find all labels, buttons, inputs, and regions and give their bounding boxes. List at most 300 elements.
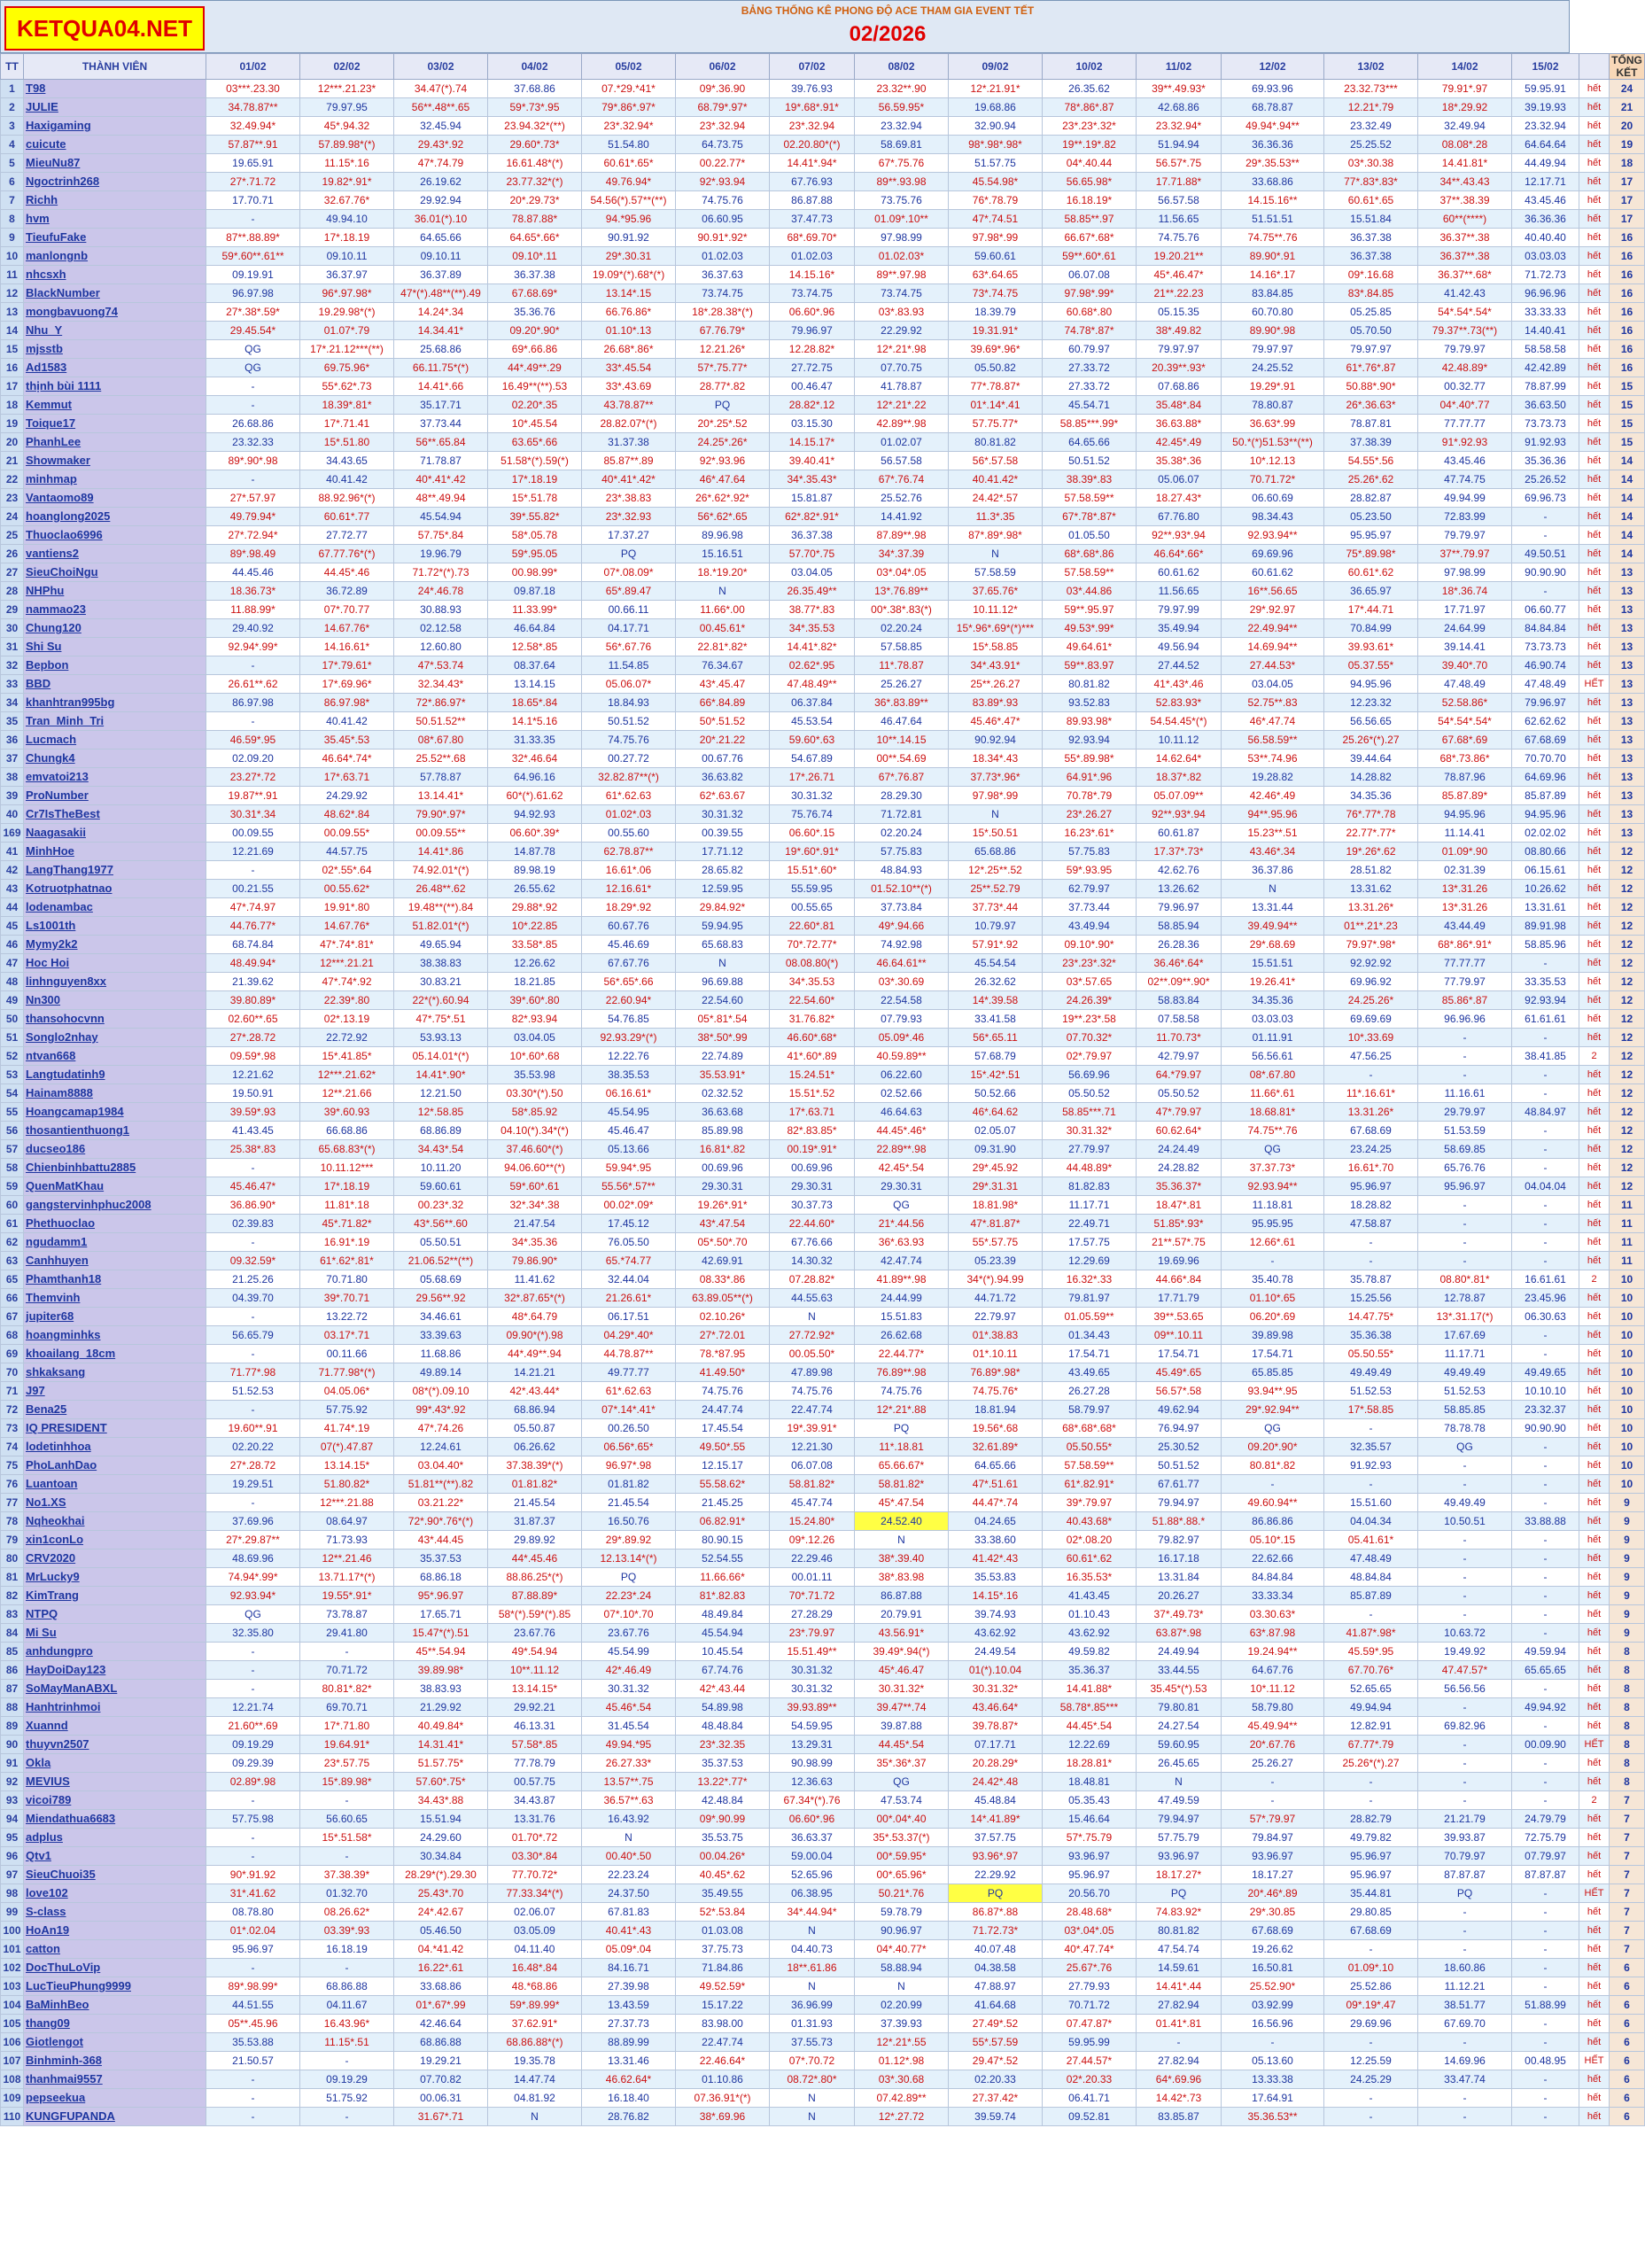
member-name-link[interactable]: hvm <box>24 210 206 229</box>
number-cell: 72.83.99 <box>1418 508 1512 526</box>
number-cell: 50.88*.90* <box>1324 377 1418 396</box>
number-cell: 89.91.98 <box>1512 917 1579 936</box>
number-cell: 21.45.54 <box>488 1494 582 1512</box>
member-name-link[interactable]: Kemmut <box>24 396 206 415</box>
row-number: 14 <box>1 322 24 340</box>
number-cell: 05.07.09** <box>1137 787 1222 805</box>
member-name-link[interactable]: Okla <box>24 1754 206 1773</box>
member-name-link[interactable]: Kotruotphatnao <box>24 880 206 898</box>
member-name-link[interactable]: J97 <box>24 1382 206 1401</box>
site-logo[interactable]: KETQUA04.NET <box>4 6 205 50</box>
member-name-link[interactable]: xin1conLo <box>24 1531 206 1550</box>
member-name-link[interactable]: BBD <box>24 675 206 694</box>
member-name-link[interactable]: Ad1583 <box>24 359 206 377</box>
member-name-link[interactable]: hoangminhks <box>24 1326 206 1345</box>
number-cell: 57.58.59** <box>1043 1456 1137 1475</box>
number-cell: 59.60.95 <box>1137 1736 1222 1754</box>
table-row <box>1 1847 1645 1866</box>
number-cell: 91*.92.93 <box>1418 433 1512 452</box>
number-cell: 24.42*.48 <box>949 1773 1043 1791</box>
total-count-cell: 12 <box>1610 1084 1645 1103</box>
member-name-link[interactable]: adplus <box>24 1829 206 1847</box>
row-number: 103 <box>1 1977 24 1996</box>
member-name-link[interactable]: MinhHoe <box>24 843 206 861</box>
member-name-link[interactable]: SieuChuoi35 <box>24 1866 206 1884</box>
status-cell: hết <box>1579 322 1610 340</box>
member-name-link[interactable]: Xuannd <box>24 1717 206 1736</box>
number-cell: 54.55*.56 <box>1324 452 1418 470</box>
number-cell: 69*.66.86 <box>488 340 582 359</box>
member-name-link[interactable]: Hoc Hoi <box>24 954 206 973</box>
member-name-link[interactable]: minhmap <box>24 470 206 489</box>
number-cell: 24.47.74 <box>676 1401 770 1419</box>
number-cell: 33.38.60 <box>949 1531 1043 1550</box>
number-cell: 21.06.52**(**) <box>394 1252 488 1270</box>
number-cell: 54.67.89 <box>770 750 855 768</box>
member-name-link[interactable]: Hoangcamap1984 <box>24 1103 206 1122</box>
number-cell: 67.68.69 <box>1324 1122 1418 1140</box>
number-cell: 37.65.76* <box>949 582 1043 601</box>
member-name-link[interactable]: mongbavuong74 <box>24 303 206 322</box>
member-name-link[interactable]: ngudamm1 <box>24 1233 206 1252</box>
number-cell: 92.94*.99* <box>206 638 300 656</box>
member-name-link[interactable]: S-class <box>24 1903 206 1922</box>
number-cell: 22.23*.24 <box>582 1587 676 1605</box>
number-cell: 64.96.16 <box>488 768 582 787</box>
table-row <box>1 1140 1645 1159</box>
member-name-link[interactable]: Songlo2nhay <box>24 1029 206 1047</box>
number-cell: 20*.29.73* <box>488 191 582 210</box>
member-name-link[interactable]: Showmaker <box>24 452 206 470</box>
member-name-link[interactable]: Ngoctrinh268 <box>24 173 206 191</box>
number-cell: - <box>1324 2033 1418 2052</box>
member-name-link[interactable]: Chung120 <box>24 619 206 638</box>
member-name-link[interactable]: JULIE <box>24 98 206 117</box>
member-name-link[interactable]: CRV2020 <box>24 1550 206 1568</box>
row-number: 71 <box>1 1382 24 1401</box>
member-name-link[interactable]: ProNumber <box>24 787 206 805</box>
number-cell: 09*.90.99 <box>676 1810 770 1829</box>
number-cell: 45.49.94** <box>1222 1717 1324 1736</box>
number-cell: 35.17.71 <box>394 396 488 415</box>
number-cell: 01.10.43 <box>1043 1605 1137 1624</box>
member-name-link[interactable]: thuyvn2507 <box>24 1736 206 1754</box>
member-name-link[interactable]: shkaksang <box>24 1363 206 1382</box>
member-name-link[interactable]: Phamthanh18 <box>24 1270 206 1289</box>
member-name-link[interactable]: Hanhtrinhmoi <box>24 1698 206 1717</box>
number-cell: - <box>1418 1736 1512 1754</box>
number-cell: 02.32.52 <box>676 1084 770 1103</box>
number-cell: 21.25.26 <box>206 1270 300 1289</box>
number-cell: 15.51.49** <box>770 1643 855 1661</box>
member-name-link[interactable]: nhcsxh <box>24 266 206 284</box>
row-number: 46 <box>1 936 24 954</box>
member-name-link[interactable]: Canhhuyen <box>24 1252 206 1270</box>
row-number: 101 <box>1 1940 24 1959</box>
number-cell: 26.45.65 <box>1137 1754 1222 1773</box>
member-name-link[interactable]: Mi Su <box>24 1624 206 1643</box>
number-cell: 06.56*.65* <box>582 1438 676 1456</box>
row-number: 65 <box>1 1270 24 1289</box>
member-name-link[interactable]: BlackNumber <box>24 284 206 303</box>
number-cell: 25.38*.83 <box>206 1140 300 1159</box>
status-cell: hết <box>1579 2015 1610 2033</box>
number-cell: 95.96.97 <box>206 1940 300 1959</box>
member-name-link[interactable]: ducseo186 <box>24 1140 206 1159</box>
member-name-link[interactable]: mjsstb <box>24 340 206 359</box>
number-cell: 49.59.82 <box>1043 1643 1137 1661</box>
number-cell: 03.17*.71 <box>300 1326 394 1345</box>
table-row <box>1 991 1645 1010</box>
number-cell: 93.96.97 <box>1222 1847 1324 1866</box>
number-cell: PQ <box>582 545 676 563</box>
number-cell: QG <box>206 1605 300 1624</box>
number-cell: 25.67*.76 <box>1043 1959 1137 1977</box>
number-cell: 39*.60.93 <box>300 1103 394 1122</box>
number-cell: 06.37.84 <box>770 694 855 712</box>
member-name-link[interactable]: Vantaomo89 <box>24 489 206 508</box>
number-cell: 30.31*.34 <box>206 805 300 824</box>
number-cell: 25.52.76 <box>855 489 949 508</box>
member-name-link[interactable]: manlongnb <box>24 247 206 266</box>
member-name-link[interactable]: pepseekua <box>24 2089 206 2108</box>
number-cell: 71.78.87 <box>394 452 488 470</box>
number-cell: 13.31.62 <box>1324 880 1418 898</box>
number-cell: 50.51.52 <box>1137 1456 1222 1475</box>
number-cell: 04.38.58 <box>949 1959 1043 1977</box>
member-name-link[interactable]: Binhminh-368 <box>24 2052 206 2070</box>
member-name-link[interactable]: ntvan668 <box>24 1047 206 1066</box>
status-cell: hết <box>1579 470 1610 489</box>
total-count-cell: 16 <box>1610 247 1645 266</box>
table-row <box>1 1308 1645 1326</box>
member-name-link[interactable]: Mymy2k2 <box>24 936 206 954</box>
number-cell: 79.82.97 <box>1137 1531 1222 1550</box>
member-name-link[interactable]: PhanhLee <box>24 433 206 452</box>
number-cell: 23.45.96 <box>1512 1289 1579 1308</box>
status-cell: hết <box>1579 1438 1610 1456</box>
number-cell: 22.81*.82* <box>676 638 770 656</box>
member-name-link[interactable]: KUNGFUPANDA <box>24 2108 206 2126</box>
member-name-link[interactable]: Tran_Minh_Tri <box>24 712 206 731</box>
number-cell: 19.87**.91 <box>206 787 300 805</box>
number-cell: 08.08*.28 <box>1418 136 1512 154</box>
number-cell: 47.48.49 <box>1418 675 1512 694</box>
number-cell: 18.37*.82 <box>1137 768 1222 787</box>
number-cell: 31.45.54 <box>582 1717 676 1736</box>
number-cell: 14.41*.44 <box>1137 1977 1222 1996</box>
status-cell: hết <box>1579 1494 1610 1512</box>
number-cell: 45.46*.47* <box>949 712 1043 731</box>
number-cell: - <box>1418 1531 1512 1550</box>
member-name-link[interactable]: Chungk4 <box>24 750 206 768</box>
number-cell: 57*.75.77* <box>676 359 770 377</box>
member-name-link[interactable]: catton <box>24 1940 206 1959</box>
row-number: 39 <box>1 787 24 805</box>
member-name-link[interactable]: MrLucky9 <box>24 1568 206 1587</box>
number-cell: 89*.90*.98 <box>206 452 300 470</box>
number-cell: 18.39.79 <box>949 303 1043 322</box>
number-cell: 13.31.61 <box>1512 898 1579 917</box>
number-cell: 21.21.79 <box>1418 1810 1512 1829</box>
member-name-link[interactable]: SoMayManABXL <box>24 1680 206 1698</box>
number-cell: 39*.55.82* <box>488 508 582 526</box>
member-name-link[interactable]: Qtv1 <box>24 1847 206 1866</box>
number-cell: 92.93.29*(*) <box>582 1029 676 1047</box>
member-name-link[interactable]: HoAn19 <box>24 1922 206 1940</box>
total-count-cell: 12 <box>1610 898 1645 917</box>
number-cell: N <box>770 1977 855 1996</box>
number-cell: 01.10.86 <box>676 2070 770 2089</box>
number-cell: 74.75.76* <box>949 1382 1043 1401</box>
member-name-link[interactable]: Langtudatinh9 <box>24 1066 206 1084</box>
member-name-link[interactable]: emvatoi213 <box>24 768 206 787</box>
member-name-link[interactable]: Nhu_Y <box>24 322 206 340</box>
number-cell: 14.42*.73 <box>1137 2089 1222 2108</box>
member-name-link[interactable]: Lucmach <box>24 731 206 750</box>
member-name-link[interactable]: T98 <box>24 80 206 98</box>
number-cell: 45.53.54 <box>770 712 855 731</box>
number-cell: 09.10*.11 <box>488 247 582 266</box>
total-count-cell: 16 <box>1610 322 1645 340</box>
number-cell: 30.83.21 <box>394 973 488 991</box>
member-name-link[interactable]: Richh <box>24 191 206 210</box>
number-cell: 53**.74.96 <box>1222 750 1324 768</box>
member-name-link[interactable]: Bena25 <box>24 1401 206 1419</box>
member-name-link[interactable]: PhoLanhDao <box>24 1456 206 1475</box>
number-cell: 74.92.98 <box>855 936 949 954</box>
number-cell: 39*.60*.80 <box>488 991 582 1010</box>
number-cell: 19.49.92 <box>1418 1643 1512 1661</box>
member-name-link[interactable]: Themvinh <box>24 1289 206 1308</box>
member-name-link[interactable]: jupiter68 <box>24 1308 206 1326</box>
number-cell: 26.19.62 <box>394 173 488 191</box>
member-name-link[interactable]: thanhmai9557 <box>24 2070 206 2089</box>
member-name-link[interactable]: thang09 <box>24 2015 206 2033</box>
number-cell: 34.43.65 <box>300 452 394 470</box>
member-name-link[interactable]: Shi Su <box>24 638 206 656</box>
status-cell: hết <box>1579 1066 1610 1084</box>
member-name-link[interactable]: cuicute <box>24 136 206 154</box>
member-name-link[interactable]: Phethuoclao <box>24 1215 206 1233</box>
number-cell: 52.65.96 <box>770 1866 855 1884</box>
member-name-link[interactable]: Hainam8888 <box>24 1084 206 1103</box>
member-name-link[interactable]: thansohocvnn <box>24 1010 206 1029</box>
number-cell: 02.06.07 <box>488 1903 582 1922</box>
status-cell: hết <box>1579 2033 1610 2052</box>
member-name-link[interactable]: Ls1001th <box>24 917 206 936</box>
member-name-link[interactable]: khanhtran995bg <box>24 694 206 712</box>
number-cell: - <box>1418 1940 1512 1959</box>
total-count-cell: 12 <box>1610 973 1645 991</box>
row-number: 31 <box>1 638 24 656</box>
status-cell: hết <box>1579 1680 1610 1698</box>
number-cell: 15.51.83 <box>855 1308 949 1326</box>
member-name-link[interactable]: Toique17 <box>24 415 206 433</box>
member-name-link[interactable]: Thuoclao6996 <box>24 526 206 545</box>
number-cell: 03.30*(*).50 <box>488 1084 582 1103</box>
number-cell: 09**.10.11 <box>1137 1326 1222 1345</box>
number-cell: 76*.78.79 <box>949 191 1043 210</box>
number-cell: 64.91*.96 <box>1043 768 1137 787</box>
number-cell: 02.20.33 <box>949 2070 1043 2089</box>
number-cell: 46.62.64* <box>582 2070 676 2089</box>
number-cell: 10*.22.85 <box>488 917 582 936</box>
number-cell: 22.44.77* <box>855 1345 949 1363</box>
table-row <box>1 1996 1645 2015</box>
member-name-link[interactable]: No1.XS <box>24 1494 206 1512</box>
member-name-link[interactable]: Haxigaming <box>24 117 206 136</box>
number-cell: 36.37.63 <box>676 266 770 284</box>
member-name-link[interactable]: SieuChoiNgu <box>24 563 206 582</box>
number-cell: 14.21.21 <box>488 1363 582 1382</box>
total-count-cell: 13 <box>1610 731 1645 750</box>
row-number: 66 <box>1 1289 24 1308</box>
number-cell: 16.43.92 <box>582 1810 676 1829</box>
member-name-link[interactable]: nammao23 <box>24 601 206 619</box>
number-cell: - <box>1512 1550 1579 1568</box>
number-cell: - <box>1512 1159 1579 1177</box>
number-cell: 68.78.87 <box>1222 98 1324 117</box>
number-cell: PQ <box>1418 1884 1512 1903</box>
number-cell: 85.87.89* <box>1418 787 1512 805</box>
number-cell: 50.*(*)51.53**(**) <box>1222 433 1324 452</box>
member-name-link[interactable]: KimTrang <box>24 1587 206 1605</box>
number-cell: 94.95.96 <box>1418 805 1512 824</box>
number-cell: 48.49.94* <box>206 954 300 973</box>
table-row <box>1 1419 1645 1438</box>
status-cell: hết <box>1579 2070 1610 2089</box>
number-cell: - <box>1512 1884 1579 1903</box>
number-cell: 11.18.81 <box>1222 1196 1324 1215</box>
number-cell: 39.40.41* <box>770 452 855 470</box>
number-cell: 21.29.92 <box>394 1698 488 1717</box>
number-cell: 44.66*.84 <box>1137 1270 1222 1289</box>
member-name-link[interactable]: khoailang_18cm <box>24 1345 206 1363</box>
member-name-link[interactable]: love102 <box>24 1884 206 1903</box>
number-cell: 96.69.88 <box>676 973 770 991</box>
member-name-link[interactable]: Chienbinhbattu2885 <box>24 1159 206 1177</box>
member-name-link[interactable]: anhdungpro <box>24 1643 206 1661</box>
number-cell: 38.41.85 <box>1512 1047 1579 1066</box>
table-row <box>1 1270 1645 1289</box>
member-name-link[interactable]: Giotlengot <box>24 2033 206 2052</box>
number-cell: 91.92.93 <box>1324 1456 1418 1475</box>
member-name-link[interactable]: gangstervinhphuc2008 <box>24 1196 206 1215</box>
number-cell: 92**.93*.94 <box>1137 526 1222 545</box>
number-cell: N <box>582 1829 676 1847</box>
member-name-link[interactable]: thosantienthuong1 <box>24 1122 206 1140</box>
member-name-link[interactable]: NTPQ <box>24 1605 206 1624</box>
number-cell: 26.62.68 <box>855 1326 949 1345</box>
member-name-link[interactable]: IQ PRESIDENT <box>24 1419 206 1438</box>
member-name-link[interactable]: MieuNu87 <box>24 154 206 173</box>
number-cell: 19.91*.80 <box>300 898 394 917</box>
number-cell: 36.86.90* <box>206 1196 300 1215</box>
table-row <box>1 284 1645 303</box>
member-name-link[interactable]: LangThang1977 <box>24 861 206 880</box>
member-name-link[interactable]: Nn300 <box>24 991 206 1010</box>
member-name-link[interactable]: BaMinhBeo <box>24 1996 206 2015</box>
member-name-link[interactable]: QuenMatKhau <box>24 1177 206 1196</box>
status-cell: HẾT <box>1579 2052 1610 2070</box>
member-name-link[interactable]: NHPhu <box>24 582 206 601</box>
member-name-link[interactable]: Nqheokhai <box>24 1512 206 1531</box>
row-number: 106 <box>1 2033 24 2052</box>
status-cell: hết <box>1579 173 1610 191</box>
number-cell: 20*.25*.52 <box>676 415 770 433</box>
member-name-link[interactable]: Luantoan <box>24 1475 206 1494</box>
member-name-link[interactable]: linhnguyen8xx <box>24 973 206 991</box>
number-cell: 68.74.84 <box>206 936 300 954</box>
number-cell: 30.31.32 <box>676 805 770 824</box>
member-name-link[interactable]: HayDoiDay123 <box>24 1661 206 1680</box>
number-cell: 12*.58.85 <box>394 1103 488 1122</box>
member-name-link[interactable]: DocThuLoVip <box>24 1959 206 1977</box>
number-cell: 23*.23*.32* <box>1043 954 1137 973</box>
member-name-link[interactable]: Naagasakii <box>24 824 206 843</box>
member-name-link[interactable]: TieufuFake <box>24 229 206 247</box>
member-name-link[interactable]: vantiens2 <box>24 545 206 563</box>
number-cell: 35.53.83 <box>949 1568 1043 1587</box>
member-name-link[interactable]: LucTieuPhung9999 <box>24 1977 206 1996</box>
number-cell: 32.35.57 <box>1324 1438 1418 1456</box>
number-cell: 45.59*.95 <box>1324 1643 1418 1661</box>
member-name-link[interactable]: lodenambac <box>24 898 206 917</box>
number-cell: 79.97.97 <box>1222 340 1324 359</box>
row-number: 79 <box>1 1531 24 1550</box>
number-cell: 73.75.76 <box>855 191 949 210</box>
member-name-link[interactable]: Cr7IsTheBest <box>24 805 206 824</box>
number-cell: 15*.42*.51 <box>949 1066 1043 1084</box>
number-cell: 27*.72.01 <box>676 1326 770 1345</box>
number-cell: 41.64.68 <box>949 1996 1043 2015</box>
number-cell: 27.72.77 <box>300 526 394 545</box>
number-cell: 02.20*.35 <box>488 396 582 415</box>
member-name-link[interactable]: thịnh bùi 1111 <box>24 377 206 396</box>
number-cell: 11.3*.35 <box>949 508 1043 526</box>
number-cell: N <box>770 2089 855 2108</box>
member-name-link[interactable]: hoanglong2025 <box>24 508 206 526</box>
number-cell: 39.47**.74 <box>855 1698 949 1717</box>
col-header-day: 07/02 <box>770 54 855 80</box>
number-cell: 49.49.49 <box>1418 1494 1512 1512</box>
member-name-link[interactable]: MEVIUS <box>24 1773 206 1791</box>
number-cell: 42.48.84 <box>676 1791 770 1810</box>
member-name-link[interactable]: lodetinhhoa <box>24 1438 206 1456</box>
number-cell: 04.29*.40* <box>582 1326 676 1345</box>
number-cell: 29*.30.31 <box>582 247 676 266</box>
number-cell: 01.09*.10** <box>855 210 949 229</box>
number-cell: 20.28.29* <box>949 1754 1043 1773</box>
status-cell: hết <box>1579 1382 1610 1401</box>
number-cell: 32.35.80 <box>206 1624 300 1643</box>
number-cell: 47.49.59 <box>1137 1791 1222 1810</box>
number-cell: 03.21.22* <box>394 1494 488 1512</box>
number-cell: 03.04.05 <box>488 1029 582 1047</box>
status-cell: hết <box>1579 1866 1610 1884</box>
number-cell: 44.76.77* <box>206 917 300 936</box>
number-cell: 42.69.91 <box>676 1252 770 1270</box>
member-name-link[interactable]: Miendathua6683 <box>24 1810 206 1829</box>
row-number: 34 <box>1 694 24 712</box>
number-cell: 22.29.46 <box>770 1550 855 1568</box>
number-cell: 04.05.06* <box>300 1382 394 1401</box>
number-cell: - <box>1512 2089 1579 2108</box>
member-name-link[interactable]: Bepbon <box>24 656 206 675</box>
number-cell: 19.29.98*(*) <box>300 303 394 322</box>
member-name-link[interactable]: vicoi789 <box>24 1791 206 1810</box>
